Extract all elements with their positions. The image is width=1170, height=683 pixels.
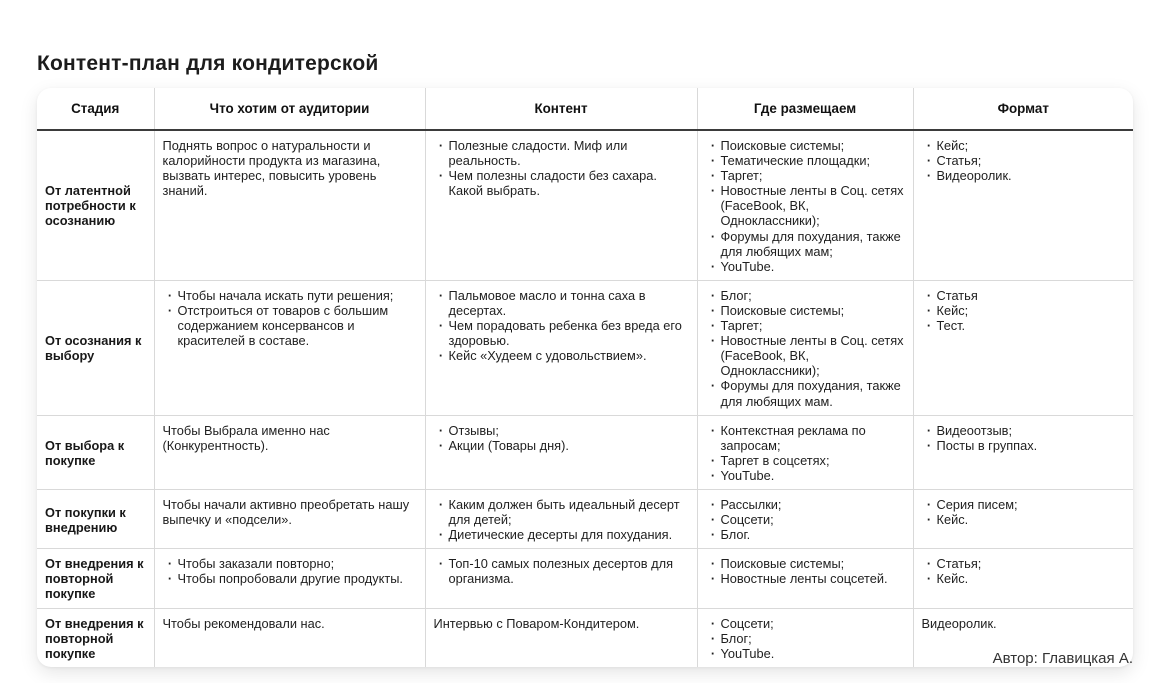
bullet-text: Статья; (936, 556, 982, 572)
bullet-text: Отзывы; (448, 422, 499, 438)
bullet-text: Видеоотзыв; (936, 422, 1013, 438)
stage-cell: От внедрения к повторной покупке (37, 608, 154, 667)
bullet-text: Новостные ленты в Соц. сетях (FaceBook, ВК, Одноклассники); (720, 183, 904, 229)
bullet-text: Поисковые системы; (720, 556, 845, 572)
bullet-dot-icon: · (926, 302, 932, 318)
bullet-dot-icon: · (710, 183, 716, 199)
bullet-item (706, 423, 907, 453)
bullet-text: Кейс; (936, 302, 969, 318)
bullet-dot-icon: · (710, 630, 716, 646)
format-cell (913, 130, 1133, 280)
table-row (37, 489, 1133, 548)
bullet-dot-icon: · (926, 422, 932, 438)
table-row (37, 549, 1133, 608)
bullet-item (706, 571, 907, 586)
bullet-item (706, 333, 907, 378)
bullet-item (163, 556, 419, 571)
placement-cell (697, 489, 913, 548)
bullet-dot-icon: · (710, 422, 716, 438)
bullet-text: Статья (936, 287, 978, 303)
bullet-item (706, 631, 907, 646)
bullet-dot-icon: · (438, 556, 444, 572)
stage-cell: От внедрения к повторной покупке (37, 549, 154, 608)
bullet-item (434, 438, 691, 453)
bullet-text: Таргет в соцсетях; (720, 452, 830, 468)
content-plan-card (37, 88, 1133, 667)
bullet-text: Кейс; (936, 138, 969, 153)
bullet-text: Форумы для похудания, также для любящих мам. (720, 378, 901, 409)
bullet-text: Форумы для похудания, также для любящих мам; (720, 228, 901, 259)
bullet-item (434, 138, 691, 168)
audience-cell (154, 415, 425, 489)
bullet-item (434, 288, 691, 318)
content-cell (425, 280, 697, 415)
bullet-dot-icon: · (710, 571, 716, 587)
bullet-text: Чтобы начала искать пути решения; (177, 287, 394, 303)
audience-cell (154, 608, 425, 667)
bullet-dot-icon: · (710, 556, 716, 572)
bullet-dot-icon: · (710, 168, 716, 184)
content-cell (425, 608, 697, 667)
bullet-dot-icon: · (710, 467, 716, 483)
bullet-text: Кейс «Худеем с удовольствием». (448, 348, 647, 364)
bullet-item (922, 512, 1128, 527)
bullet-item (922, 423, 1128, 438)
bullet-item (706, 378, 907, 408)
bullet-text: YouTube. (720, 258, 775, 274)
bullet-text: Серия писем; (936, 496, 1018, 512)
bullet-text: Отстроиться от товаров с большим содержанием консервансов и красителей в составе. (177, 302, 389, 349)
format-cell (913, 549, 1133, 608)
bullet-item (922, 556, 1128, 571)
bullet-item (434, 348, 691, 363)
bullet-text: Поисковые системы; (720, 138, 845, 153)
bullet-dot-icon: · (438, 318, 444, 334)
cell-text: Видеоролик. (921, 615, 997, 631)
bullet-text: Видеоролик. (936, 168, 1012, 184)
placement-cell (697, 130, 913, 280)
bullet-text: Блог. (720, 527, 751, 543)
bullet-text: Статья; (936, 153, 982, 169)
stage-cell: От латентной потребности к осознанию (37, 130, 154, 280)
bullet-dot-icon: · (926, 496, 932, 512)
bullet-item (434, 497, 691, 527)
bullet-item (706, 318, 907, 333)
bullet-dot-icon: · (438, 287, 444, 303)
bullet-text: Каким должен быть идеальный десерт для детей; (448, 496, 680, 528)
bullet-item (922, 138, 1128, 153)
bullet-dot-icon: · (710, 512, 716, 528)
bullet-item (706, 168, 907, 183)
bullet-dot-icon: · (926, 437, 932, 453)
bullet-text: Новостные ленты соцсетей. (720, 571, 888, 587)
bullet-item (922, 168, 1128, 183)
bullet-item (434, 168, 691, 198)
bullet-dot-icon: · (438, 138, 444, 153)
bullet-item (706, 303, 907, 318)
table-row (37, 415, 1133, 489)
bullet-item (922, 571, 1128, 586)
content-plan-table (37, 88, 1133, 667)
bullet-item (922, 303, 1128, 318)
bullet-dot-icon: · (710, 318, 716, 334)
bullet-text: Блог; (720, 630, 752, 646)
bullet-text: Рассылки; (720, 496, 782, 512)
bullet-dot-icon: · (710, 302, 716, 318)
format-cell (913, 280, 1133, 415)
bullet-dot-icon: · (710, 333, 716, 349)
table-body (37, 130, 1133, 667)
bullet-text: YouTube. (720, 645, 775, 661)
format-cell (913, 489, 1133, 548)
bullet-dot-icon: · (438, 348, 444, 364)
placement-cell (697, 549, 913, 608)
bullet-text: Топ-10 самых полезных десертов для организма. (448, 556, 674, 587)
bullet-text: Соцсети; (720, 512, 774, 528)
bullet-dot-icon: · (438, 168, 444, 184)
bullet-item (434, 556, 691, 586)
bullet-item (706, 497, 907, 512)
placement-cell (697, 415, 913, 489)
bullet-item (922, 497, 1128, 512)
author-credit: Автор: Главицкая А. (992, 650, 1133, 667)
format-cell (913, 415, 1133, 489)
bullet-dot-icon: · (710, 378, 716, 394)
bullet-item (922, 153, 1128, 168)
bullet-text: Кейс. (936, 512, 969, 528)
bullet-text: Блог; (720, 287, 752, 303)
bullet-dot-icon: · (926, 571, 932, 587)
audience-cell (154, 280, 425, 415)
bullet-item (706, 183, 907, 228)
bullet-dot-icon: · (710, 645, 716, 661)
bullet-item (706, 468, 907, 483)
bullet-text: Контекстная реклама по запросам; (720, 422, 866, 453)
bullet-item (922, 288, 1128, 303)
audience-cell (154, 489, 425, 548)
bullet-dot-icon: · (438, 422, 444, 438)
cell-text: Чтобы рекомендовали нас. (162, 615, 325, 631)
bullet-text: Пальмовое масло и тонна саха в десертах. (448, 287, 646, 318)
bullet-text: Таргет; (720, 168, 763, 184)
content-cell (425, 489, 697, 548)
cell-text: Поднять вопрос о натуральности и калорийности продукта из магазина, вызвать интерес, повысить уровень знаний. (162, 138, 384, 199)
bullet-dot-icon: · (710, 527, 716, 543)
bullet-dot-icon: · (167, 556, 173, 572)
bullet-item (434, 423, 691, 438)
bullet-dot-icon: · (710, 496, 716, 512)
bullet-item (434, 318, 691, 348)
bullet-text: Соцсети; (720, 615, 774, 631)
bullet-item (163, 303, 419, 348)
table-header-row (37, 88, 1133, 130)
bullet-item (706, 138, 907, 153)
column-header: Контент (425, 88, 697, 130)
content-cell (425, 549, 697, 608)
bullet-item (706, 646, 907, 661)
column-header: Стадия (37, 88, 154, 130)
bullet-dot-icon: · (438, 437, 444, 453)
cell-text: Чтобы Выбрала именно нас (Конкурентность). (162, 422, 334, 453)
bullet-dot-icon: · (926, 512, 932, 528)
bullet-item (706, 229, 907, 259)
bullet-text: Диетические десерты для похудания. (448, 527, 673, 543)
placement-cell (697, 608, 913, 667)
bullet-dot-icon: · (710, 287, 716, 303)
bullet-dot-icon: · (167, 287, 173, 303)
bullet-dot-icon: · (710, 138, 716, 153)
bullet-text: YouTube. (720, 467, 775, 483)
bullet-text: Кейс. (936, 571, 969, 587)
bullet-item (163, 571, 419, 586)
bullet-text: Посты в группах. (936, 437, 1038, 453)
bullet-item (163, 288, 419, 303)
bullet-dot-icon: · (926, 287, 932, 303)
table-row (37, 608, 1133, 667)
page-title: Контент-план для кондитерской (37, 52, 379, 76)
bullet-item (922, 438, 1128, 453)
column-header: Что хотим от аудитории (154, 88, 425, 130)
bullet-item (706, 153, 907, 168)
column-header: Где размещаем (697, 88, 913, 130)
bullet-text: Чтобы попробовали другие продукты. (177, 571, 403, 587)
table-row (37, 280, 1133, 415)
bullet-text: Полезные сладости. Миф или реальность. (448, 138, 628, 169)
bullet-item (706, 556, 907, 571)
cell-text: Чтобы начали активно преобретать нашу выпечку и «подсели». (162, 496, 413, 528)
bullet-dot-icon: · (710, 153, 716, 169)
bullet-text: Чтобы заказали повторно; (177, 556, 335, 572)
bullet-item (706, 527, 907, 542)
bullet-item (922, 318, 1128, 333)
placement-cell (697, 280, 913, 415)
stage-cell: От осознания к выбору (37, 280, 154, 415)
content-cell (425, 130, 697, 280)
stage-cell: От выбора к покупке (37, 415, 154, 489)
bullet-item (706, 512, 907, 527)
bullet-dot-icon: · (710, 615, 716, 631)
table-row (37, 130, 1133, 280)
bullet-item (706, 616, 907, 631)
bullet-text: Акции (Товары дня). (448, 437, 569, 453)
cell-text: Интервью с Поваром-Кондитером. (433, 615, 640, 631)
bullet-text: Чем порадовать ребенка без вреда его здоровью. (448, 318, 682, 349)
bullet-dot-icon: · (926, 138, 932, 153)
bullet-dot-icon: · (167, 302, 173, 318)
bullet-dot-icon: · (926, 318, 932, 334)
bullet-item (706, 288, 907, 303)
bullet-dot-icon: · (926, 556, 932, 572)
bullet-dot-icon: · (167, 571, 173, 587)
bullet-dot-icon: · (710, 228, 716, 244)
bullet-text: Чем полезны сладости без сахара. Какой выбрать. (448, 168, 657, 199)
bullet-item (434, 527, 691, 542)
bullet-text: Таргет; (720, 318, 763, 334)
column-header: Формат (913, 88, 1133, 130)
bullet-item (706, 453, 907, 468)
bullet-dot-icon: · (438, 527, 444, 543)
bullet-text: Поисковые системы; (720, 302, 845, 318)
bullet-dot-icon: · (710, 452, 716, 468)
audience-cell (154, 549, 425, 608)
bullet-text: Новостные ленты в Соц. сетях (FaceBook, ВК, Одноклассники); (720, 333, 904, 379)
bullet-dot-icon: · (926, 153, 932, 169)
bullet-dot-icon: · (710, 258, 716, 274)
bullet-dot-icon: · (438, 496, 444, 512)
bullet-text: Тест. (936, 318, 966, 334)
bullet-text: Тематические площадки; (720, 153, 871, 169)
bullet-item (706, 259, 907, 274)
bullet-dot-icon: · (926, 168, 932, 184)
content-cell (425, 415, 697, 489)
stage-cell: От покупки к внедрению (37, 489, 154, 548)
audience-cell (154, 130, 425, 280)
